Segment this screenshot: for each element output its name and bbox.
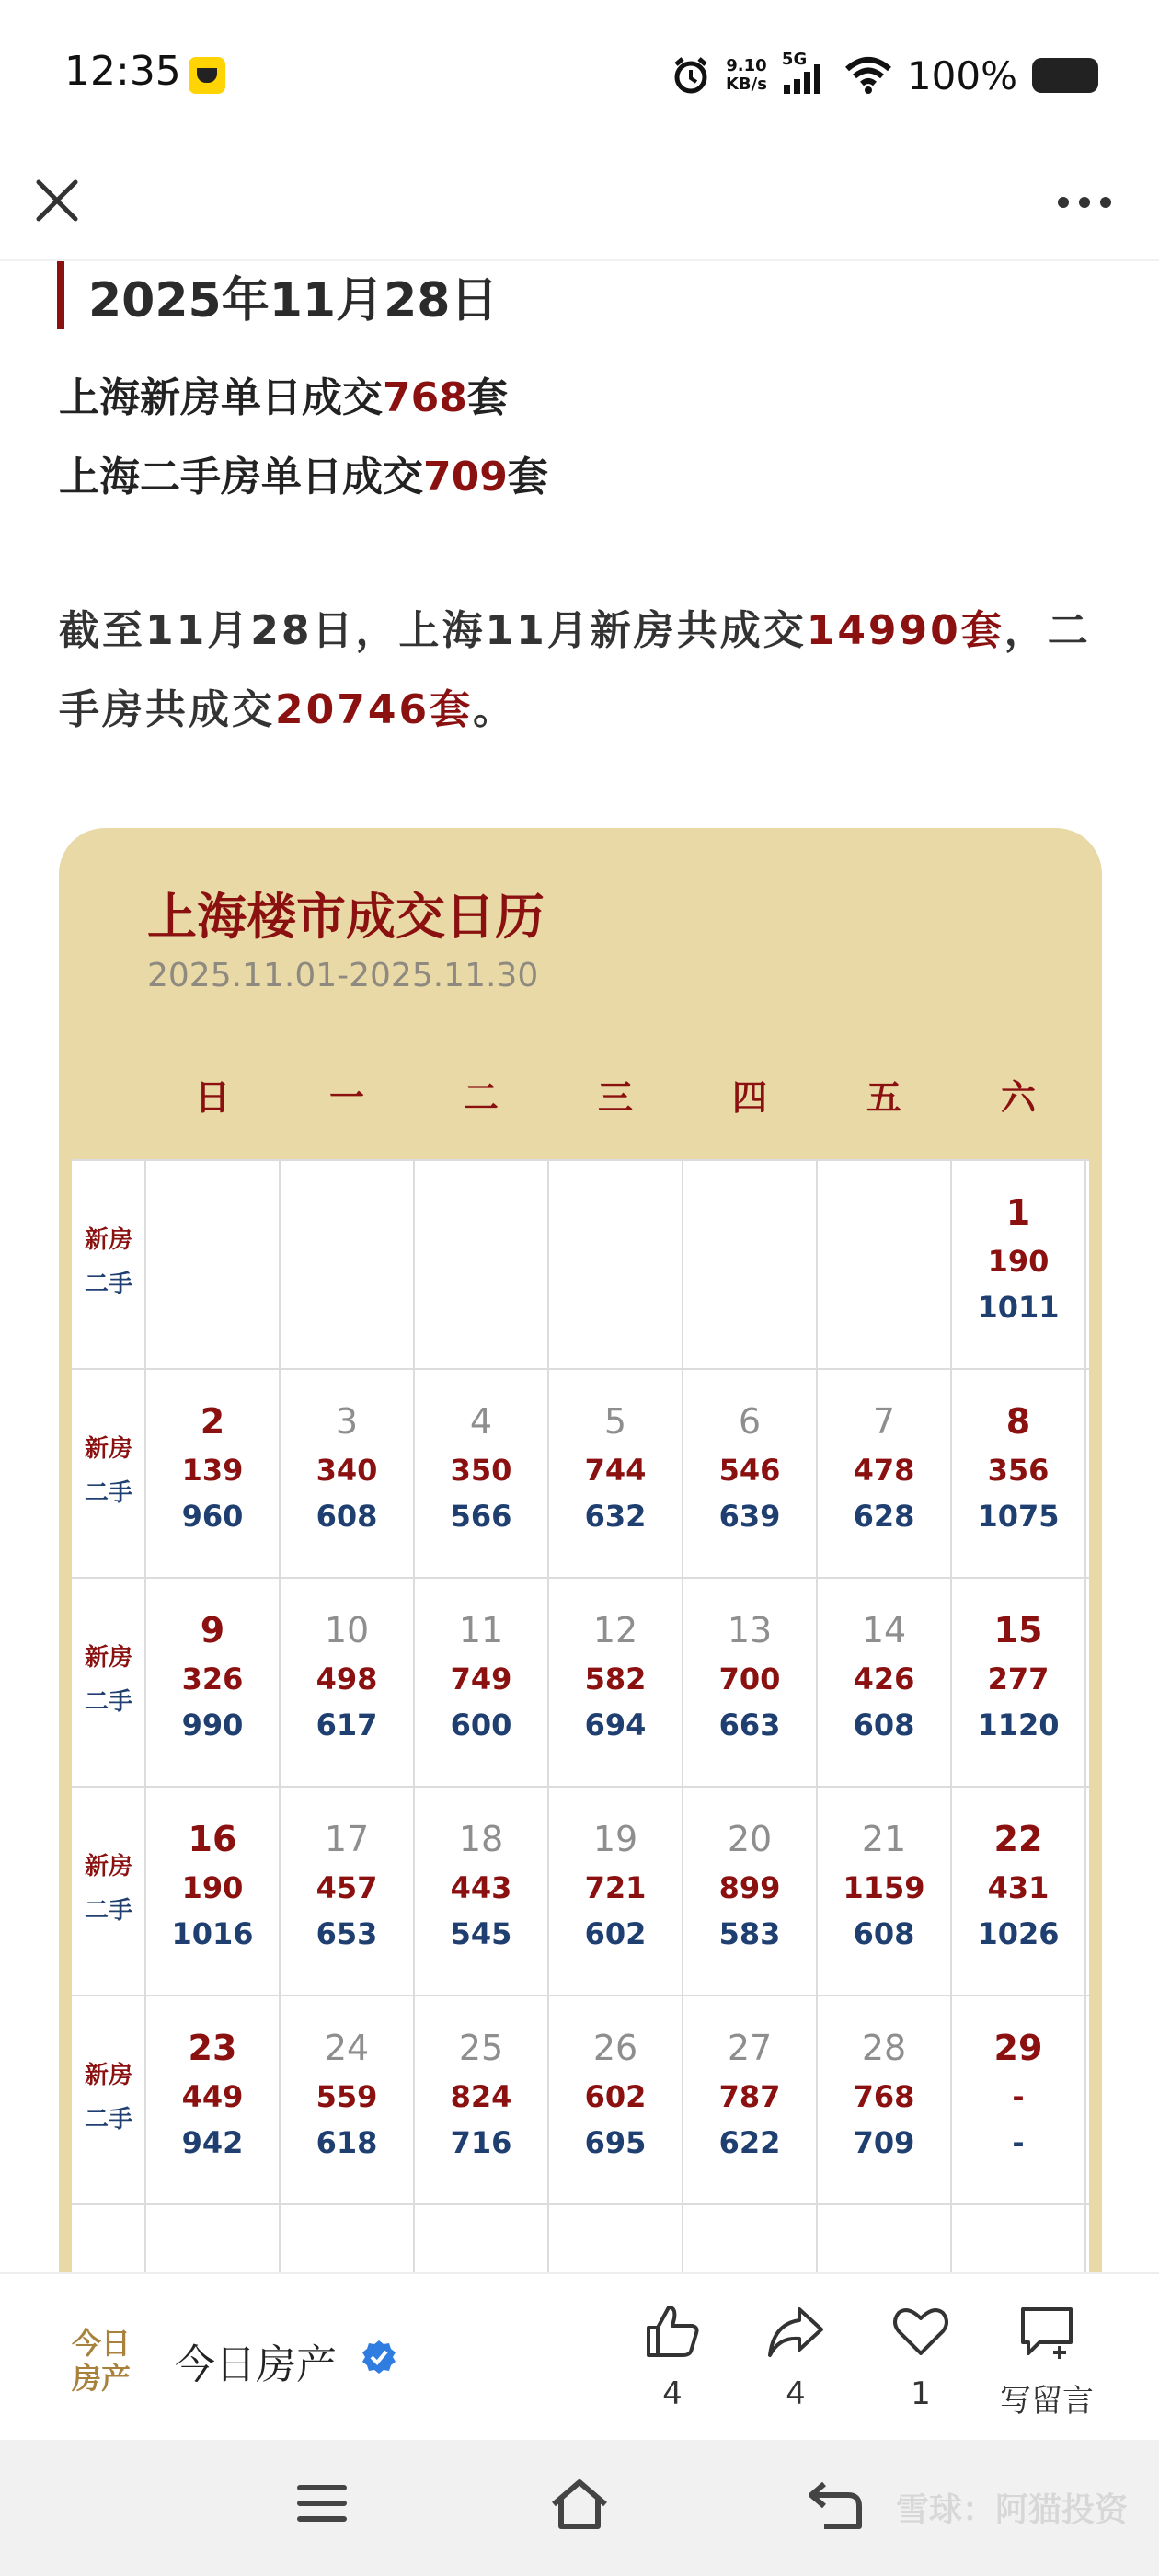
new-house-daily-suffix: 套 [466,374,508,421]
new-house-count: 602 [584,2079,647,2114]
row-label [72,1427,145,1515]
day-number: 13 [727,1610,773,1650]
second-house-count: 617 [316,1708,378,1742]
new-house-count: 449 [181,2079,244,2114]
day-number: 4 [469,1401,493,1442]
calendar-day-cell [548,1396,683,1539]
second-house-count: 942 [181,2125,244,2160]
day-number: 1 [1005,1192,1031,1233]
weekday-6: 六 [1000,1077,1036,1118]
new-house-count: 356 [987,1453,1050,1488]
second-house-count: 1075 [977,1499,1060,1534]
new-house-daily-line [59,364,508,423]
grid-hline [72,2203,1089,2205]
new-house-count: 340 [316,1453,378,1488]
calendar-day-cell [817,1604,951,1748]
day-number: 21 [861,1819,907,1859]
row-label-second: 二手 [84,1271,132,1298]
day-number: 24 [324,2028,370,2068]
close-button[interactable] [31,175,83,226]
grid-hline [72,1577,1089,1579]
second-house-count: 600 [450,1708,512,1742]
second-house-count: 695 [584,2125,647,2160]
day-number: 14 [861,1610,907,1650]
new-house-count: 426 [853,1662,915,1696]
status-bar [0,0,1159,156]
verified-badge-icon [361,2339,397,2375]
second-house-count: - [1012,2125,1025,2160]
new-house-count: 326 [181,1662,244,1696]
day-number: 6 [738,1401,762,1442]
calendar-day-cell [280,2022,414,2166]
weekday-4: 四 [731,1077,767,1118]
day-number: 25 [458,2028,504,2068]
calendar-grid [72,1159,1089,2300]
date-title: 2025年11月28日 [88,273,499,328]
menu-icon[interactable] [296,2480,348,2526]
day-number: 16 [188,1819,237,1859]
new-house-count: 749 [450,1662,512,1696]
author-name[interactable]: 今日房产 [175,2341,337,2388]
summary-second-total: 20746套 [275,686,474,733]
logo-text-bottom: 房产 [72,2361,132,2394]
day-number: 20 [727,1819,773,1859]
calendar-day-cell [145,2022,280,2166]
new-house-count: 899 [718,1870,781,1905]
day-number: 9 [200,1610,225,1650]
calendar-day-cell [683,1604,817,1748]
day-number: 10 [324,1610,370,1650]
article-action-bar [0,2272,1159,2440]
heart-icon [891,2302,950,2361]
grid-hline [72,1995,1089,1996]
grid-hline [72,1368,1089,1370]
more-options-button[interactable] [1052,184,1117,221]
wifi-icon [844,55,892,96]
calendar-day-cell [817,1396,951,1539]
back-icon[interactable] [806,2478,865,2532]
new-house-count: 1159 [843,1870,925,1905]
second-house-count: 566 [450,1499,512,1534]
alarm-icon [671,55,711,96]
calendar-day-cell [548,1604,683,1748]
second-house-count: 628 [853,1499,915,1534]
new-house-count: 350 [450,1453,512,1488]
row-label-new: 新房 [84,2062,132,2089]
day-number: 28 [861,2028,907,2068]
write-comment-button[interactable] [995,2302,1098,2421]
day-number: 5 [603,1401,627,1442]
new-house-count: 824 [450,2079,512,2114]
calendar-day-cell [951,1604,1085,1748]
watermark-text: 雪球：阿猫投资 [895,2491,1128,2529]
weekday-3: 三 [597,1077,633,1118]
second-house-count: 632 [584,1499,647,1534]
new-house-count: 787 [718,2079,781,2114]
new-house-count: 139 [181,1453,244,1488]
calendar-day-cell [414,1396,548,1539]
calendar-day-cell [817,1813,951,1957]
second-house-count: 694 [584,1708,647,1742]
calendar-day-cell [280,1396,414,1539]
second-house-count: 602 [584,1916,647,1951]
row-label-new: 新房 [84,1644,132,1672]
share-count: 4 [786,2375,806,2412]
write-comment-label: 写留言 [1000,2383,1094,2420]
like-button[interactable] [622,2302,723,2412]
calendar-day-cell [548,1813,683,1957]
favorite-button[interactable] [870,2302,971,2412]
calendar-day-cell [414,1813,548,1957]
summary-part2: ，二手房共成交 [59,607,1091,733]
calendar-day-cell [683,2022,817,2166]
favorite-count: 1 [911,2375,931,2412]
row-label-second: 二手 [84,1897,132,1925]
network-speed-value: 9.10 [726,56,767,75]
row-label-second: 二手 [84,2106,132,2133]
calendar-day-cell [280,1813,414,1957]
monthly-summary-paragraph [59,592,1107,750]
calendar-day-cell [951,1396,1085,1539]
second-house-count: 1120 [977,1708,1060,1742]
day-number: 18 [458,1819,504,1859]
signal-label: 5G [781,50,808,69]
new-house-count: 277 [987,1662,1050,1696]
day-number: 26 [592,2028,638,2068]
day-number: 27 [727,2028,773,2068]
row-label-new: 新房 [84,1435,132,1463]
second-house-count: 608 [853,1916,915,1951]
second-house-count: 1016 [171,1916,254,1951]
second-house-count: 1026 [977,1916,1060,1951]
new-house-count: 431 [987,1870,1050,1905]
day-number: 3 [335,1401,359,1442]
calendar-day-cell [683,1813,817,1957]
second-house-count: 618 [316,2125,378,2160]
day-number: 8 [1005,1401,1031,1442]
day-number: 2 [200,1401,225,1442]
share-button[interactable] [745,2302,846,2412]
second-house-count: 990 [181,1708,244,1742]
system-nav-bar [0,2440,1159,2576]
new-house-count: - [1012,2079,1025,2114]
new-house-count: 190 [987,1244,1050,1279]
grid-hline [72,1159,1089,1161]
thumbs-up-icon [643,2302,702,2361]
new-house-count: 721 [584,1870,647,1905]
new-house-daily-prefix: 上海新房单日成交 [59,374,383,421]
calendar-day-cell [817,2022,951,2166]
new-house-count: 768 [853,2079,915,2114]
day-number: 15 [993,1610,1043,1650]
summary-part1: 截至11月28日，上海11月新房共成交 [59,607,807,654]
calendar-day-cell [548,2022,683,2166]
calendar-day-cell [145,1604,280,1748]
new-house-daily-value: 768 [383,374,467,421]
weekday-5: 五 [866,1077,901,1118]
summary-new-total: 14990套 [806,607,1004,654]
day-number: 7 [872,1401,896,1442]
grid-hline [72,1786,1089,1788]
calendar-day-cell [414,2022,548,2166]
second-house-count: 639 [718,1499,781,1534]
logo-text-top: 今日 [72,2326,132,2361]
calendar-card [59,828,1102,2300]
calendar-day-cell [683,1396,817,1539]
network-speed [726,57,767,94]
calendar-title: 上海楼市成交日历 [147,888,545,946]
row-label-second: 二手 [84,1479,132,1507]
new-house-count: 546 [718,1453,781,1488]
second-house-count: 709 [853,2125,915,2160]
calendar-day-cell [951,1813,1085,1957]
calendar-date-range: 2025.11.01-2025.11.30 [147,957,539,995]
new-house-count: 559 [316,2079,378,2114]
second-house-count: 663 [718,1708,781,1742]
signal-icon [781,50,830,96]
status-time: 12:35 [64,48,181,95]
second-house-count: 608 [316,1499,378,1534]
second-house-count: 583 [718,1916,781,1951]
calendar-day-cell [145,1396,280,1539]
calendar-day-cell [414,1604,548,1748]
like-count: 4 [662,2375,683,2412]
row-label-new: 新房 [84,1226,132,1254]
second-house-daily-suffix: 套 [507,454,548,500]
row-label [72,2053,145,2142]
home-icon[interactable] [548,2477,611,2532]
more-icon [1052,184,1117,221]
weekday-0: 日 [194,1077,230,1118]
second-house-daily-prefix: 上海二手房单日成交 [59,454,423,500]
comment-add-icon [1017,2302,1076,2361]
second-house-count: 1011 [977,1290,1060,1325]
publisher-logo-icon [68,2320,142,2394]
new-house-count: 700 [718,1662,781,1696]
day-number: 29 [993,2028,1043,2068]
second-house-daily-line [59,443,548,502]
network-speed-unit: KB/s [725,75,767,94]
weekday-1: 一 [328,1077,364,1118]
battery-percent: 100% [906,52,1017,98]
new-house-count: 582 [584,1662,647,1696]
calendar-day-cell [280,1604,414,1748]
new-house-count: 190 [181,1870,244,1905]
author-logo[interactable] [68,2320,142,2394]
second-house-count: 608 [853,1708,915,1742]
row-label [72,1636,145,1724]
close-icon [31,175,83,226]
row-label [72,1218,145,1306]
day-number: 17 [324,1819,370,1859]
new-house-count: 457 [316,1870,378,1905]
app-notification-icon [189,57,225,94]
new-house-count: 498 [316,1662,378,1696]
calendar-day-cell [145,1813,280,1957]
second-house-count: 545 [450,1916,512,1951]
calendar-day-cell [951,2022,1085,2166]
status-right [671,48,1098,103]
second-house-count: 622 [718,2125,781,2160]
weekday-2: 二 [463,1077,499,1118]
row-label-new: 新房 [84,1853,132,1880]
day-number: 19 [592,1819,638,1859]
second-house-daily-value: 709 [423,454,508,500]
share-icon [766,2302,825,2361]
row-label [72,1845,145,1933]
calendar-day-cell [951,1187,1085,1330]
day-number: 12 [592,1610,638,1650]
day-number: 23 [188,2028,237,2068]
day-number: 11 [458,1610,504,1650]
battery-icon [1032,58,1098,93]
new-house-count: 443 [450,1870,512,1905]
date-accent-bar [57,261,64,329]
day-number: 22 [993,1819,1043,1859]
second-house-count: 716 [450,2125,512,2160]
new-house-count: 478 [853,1453,915,1488]
second-house-count: 653 [316,1916,378,1951]
new-house-count: 744 [584,1453,647,1488]
row-label-second: 二手 [84,1688,132,1716]
summary-part3: 。 [473,686,517,733]
second-house-count: 960 [181,1499,244,1534]
